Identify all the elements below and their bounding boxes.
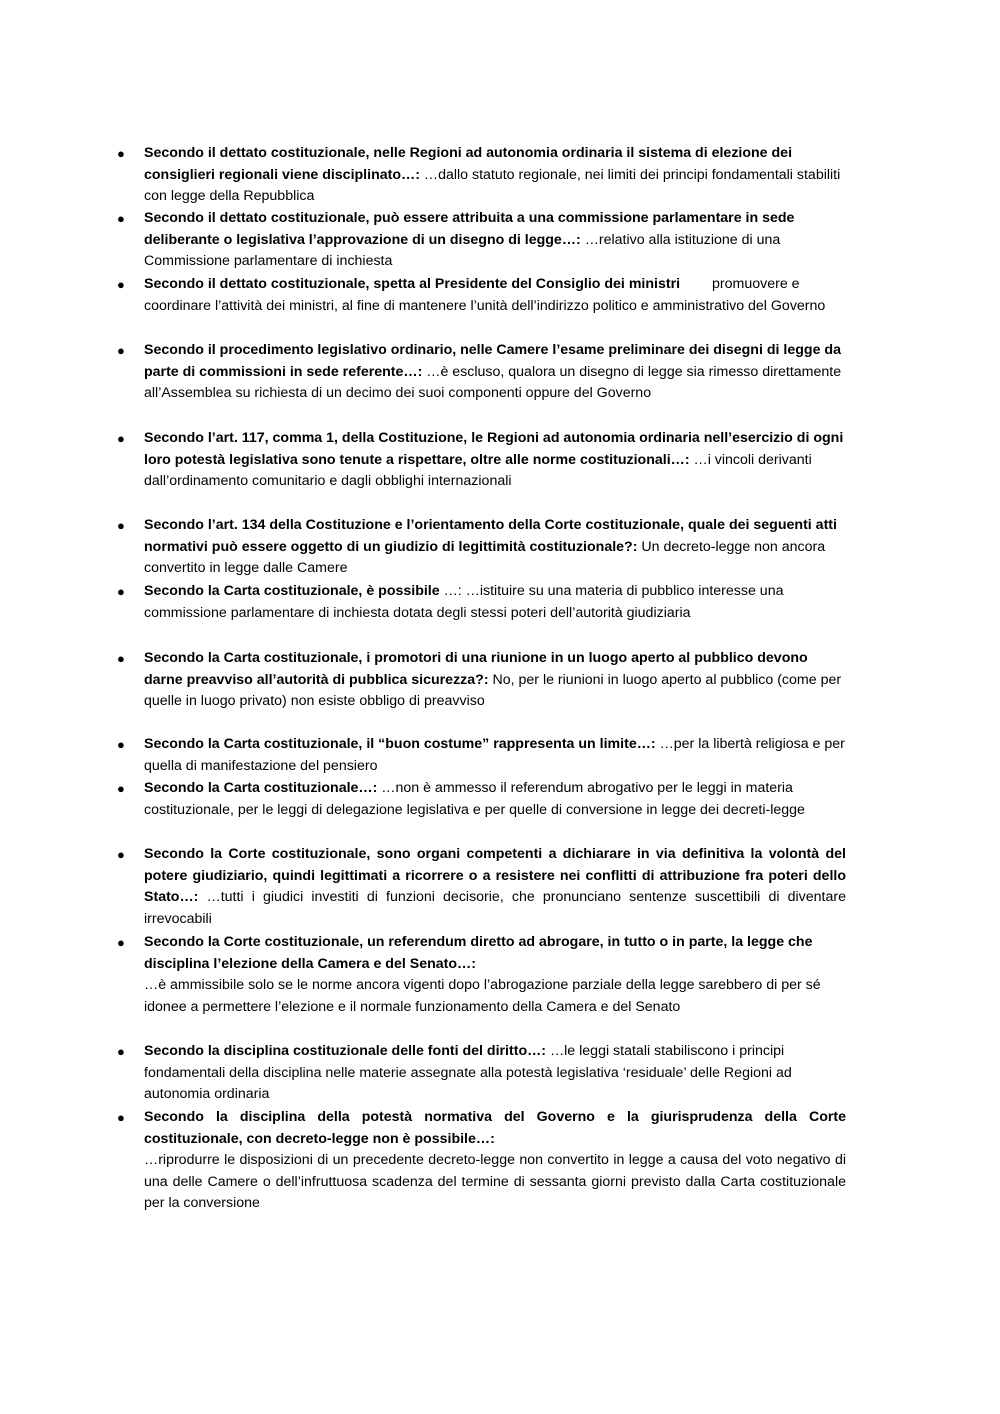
bullet-icon: ● (117, 847, 125, 862)
answer-text: Un decreto-legge non ancora convertito in legge dalle Camere (144, 538, 826, 577)
bullet-icon: ● (117, 737, 125, 752)
bullet-icon: ● (117, 518, 125, 533)
bullet-icon: ● (117, 584, 125, 599)
answer-text: …le leggi statali stabiliscono i principi fondamentali della disciplina nelle materie assegnate alla potestà legislativa ‘residuale’ delle Regioni ad autonomia ordinaria (144, 1043, 792, 1103)
question-text: Secondo la Carta costituzionale, è possibile (144, 583, 444, 599)
answer-text: …: …istituire su una materia di pubblico interesse una commissione parlamentare di inchiesta dotata degli stessi poteri dell’autorità giudiziaria (144, 583, 784, 621)
question-text: Secondo la disciplina costituzionale delle fonti del diritto…: (144, 1043, 550, 1059)
question-text: Secondo il dettato costituzionale, spetta al Presidente del Consiglio dei ministri (144, 276, 685, 292)
bullet-icon: ● (117, 277, 125, 292)
bullet-icon: ● (117, 935, 125, 950)
question-text: Secondo la Carta costituzionale, i promotori di una riunione in un luogo aperto al pubblico devono darne preavviso all’autorità di pubblica sicurezza?: (144, 650, 808, 688)
bullet-icon: ● (117, 146, 125, 161)
question-text: Secondo la Carta costituzionale, il “buon costume” rappresenta un limite…: (144, 736, 660, 752)
list-item (117, 844, 846, 932)
list-item (117, 340, 846, 428)
bullet-icon: ● (117, 1044, 125, 1059)
list-item (117, 581, 846, 648)
question-text: Secondo il procedimento legislativo ordinario, nelle Camere l’esame preliminare dei disegni di legge da parte di commissioni in sede referente…: (144, 342, 841, 380)
list-item (117, 778, 846, 844)
answer-text: …per la libertà religiosa e per quella di manifestazione del pensiero (144, 736, 845, 774)
question-text: Secondo il dettato costituzionale, può essere attribuita a una commissione parlamentare in sede deliberante o legislativa l’approvazione di un disegno di legge…: (144, 210, 795, 248)
answer-text: …è escluso, qualora un disegno di legge sia rimesso direttamente all’Assemblea su richiesta di un decimo dei suoi componenti oppure del Governo (144, 363, 842, 402)
bullet-icon: ● (117, 781, 125, 796)
bullet-icon: ● (117, 1110, 125, 1125)
list-item (117, 208, 846, 274)
question-text: Secondo la Corte costituzionale, sono organi competenti a dichiarare in via definitiva la volontà del potere giudiziario, quindi legittimati a ricorrere o a resistere nei conflitti di attribuzione fra poteri dello Stato…: (144, 846, 846, 906)
list-item (117, 143, 846, 208)
bullet-icon: ● (117, 211, 125, 226)
question-text: Secondo l’art. 117, comma 1, della Costituzione, le Regioni ad autonomia ordinaria nell’esercizio di ogni loro potestà legislativa sono tenute a rispettare, oltre alle norme costituzionali…: (144, 430, 844, 468)
question-text: Secondo la disciplina della potestà normativa del Governo e la giurisprudenza della Corte costituzionale, con decreto-legge non è possibile…: (144, 1109, 846, 1147)
question-list (117, 143, 846, 1215)
answer-text: …non è ammesso il referendum abrogativo per le leggi in materia costituzionale, per le leggi di delegazione legislativa e per quelle di conversione in legge dei decreti-legge (144, 780, 805, 818)
list-item (117, 1041, 846, 1107)
answer-text: …dallo statuto regionale, nei limiti dei principi fondamentali stabiliti con legge della Repubblica (144, 166, 841, 205)
list-item (117, 734, 846, 778)
question-text: Secondo l’art. 134 della Costituzione e l’orientamento della Corte costituzionale, quale dei seguenti atti normativi può essere oggetto di un giudizio di legittimità costituzionale?: (144, 517, 837, 555)
bullet-icon: ● (117, 343, 125, 358)
list-item (117, 1107, 846, 1215)
bullet-icon: ● (117, 651, 125, 666)
list-item (117, 648, 846, 734)
question-text: Secondo la Corte costituzionale, un referendum diretto ad abrogare, in tutto o in parte, la legge che disciplina l’elezione della Camera e del Senato…: (144, 934, 813, 972)
question-text: Secondo la Carta costituzionale…: (144, 780, 382, 796)
answer-text: promuovere e coordinare l’attività dei ministri, al fine di mantenere l’unità dell’indirizzo politico e amministrativo del Governo (144, 276, 826, 314)
list-item (117, 274, 846, 340)
answer-text: …tutti i giudici investiti di funzioni decisorie, che pronunciano sentenze suscettibili di diventare irrevocabili (144, 889, 846, 927)
bullet-icon: ● (117, 431, 125, 446)
question-text: Secondo il dettato costituzionale, nelle Regioni ad autonomia ordinaria il sistema di elezione dei consiglieri regionali viene disciplinato…: (144, 145, 793, 183)
answer-text: …i vincoli derivanti dall’ordinamento comunitario e dagli obblighi internazionali (144, 451, 812, 490)
answer-text: …relativo alla istituzione di una Commissione parlamentare di inchiesta (144, 231, 781, 270)
answer-text: No, per le riunioni in luogo aperto al pubblico (come per quelle in luogo privato) non esiste obbligo di preavviso (144, 671, 842, 710)
list-item (117, 428, 846, 515)
answer-text: …riprodurre le disposizioni di un precedente decreto-legge non convertito in legge a causa del voto negativo di una delle Camere o dell’infruttuosa scadenza del termine di sessanta giorni previsto dalla Carta costituzionale per la conversione (144, 1152, 846, 1212)
answer-text: …è ammissibile solo se le norme ancora vigenti dopo l’abrogazione parziale della legge sarebbero di per sé idonee a permettere l’elezione e il normale funzionamento della Camera e del Senato (144, 977, 821, 1015)
list-item (117, 932, 846, 1041)
list-item (117, 515, 846, 581)
